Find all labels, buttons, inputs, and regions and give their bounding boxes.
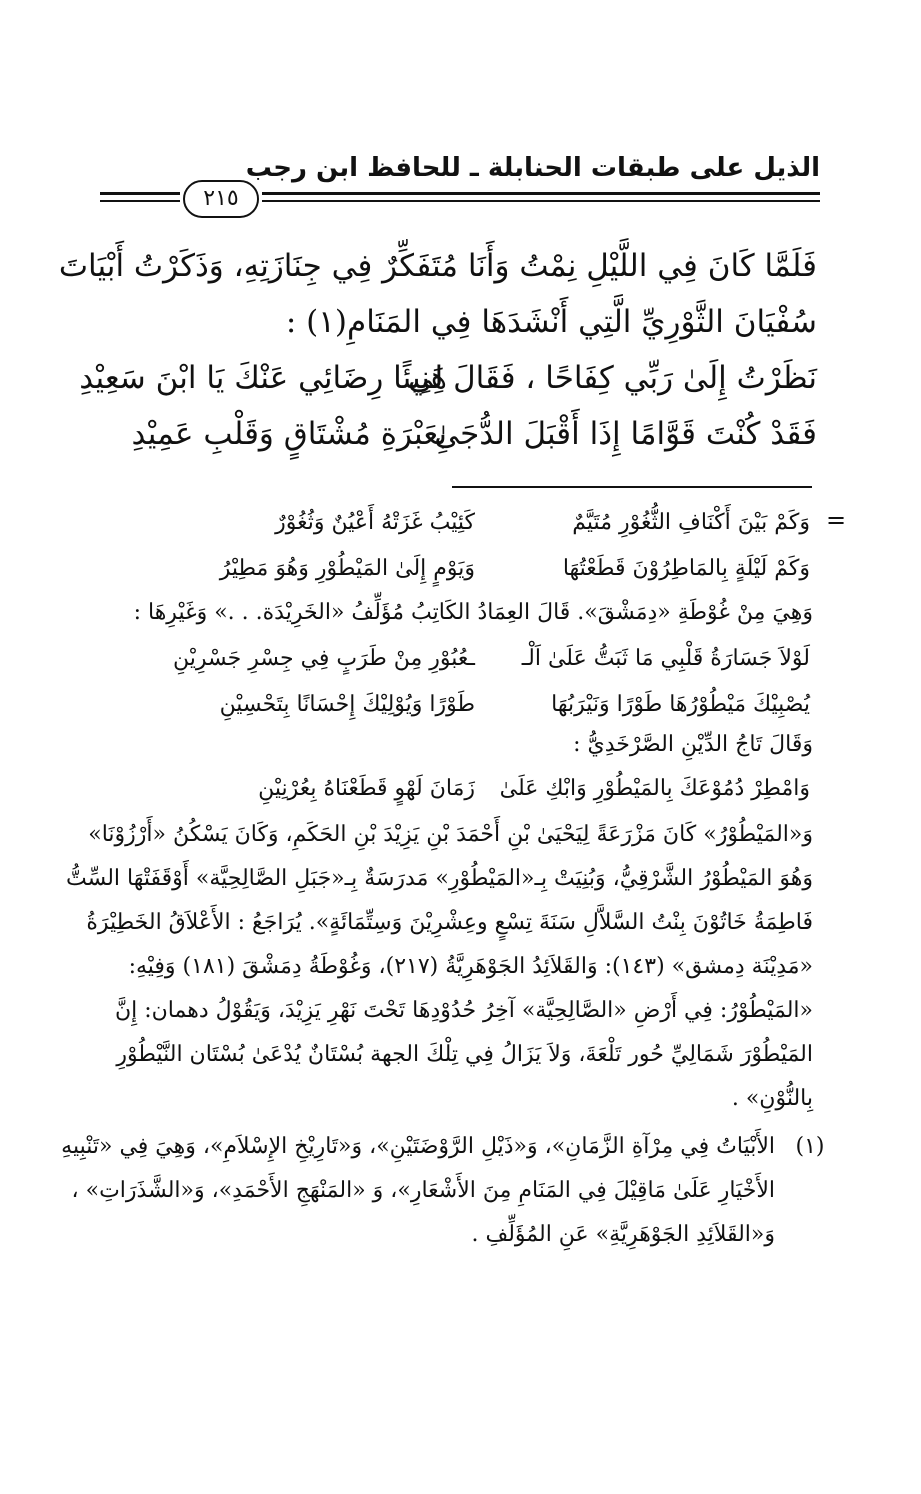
footnote-line: وَ«المَيْطُوْرُ» كَانَ مَزْرَعَةً لِيَحْيَىٰ بْنِ أَحْمَدَ بْنِ يَزِيْدَ بْنِ الحَكَمِ، وَكَانَ يَسْكُنُ «أَرْزُوْنَا» — [88, 822, 813, 847]
verse-second-hemistich: زَمَانَ لَهْوٍ قَطَعْنَاهُ بِعُرْنِيْنِ — [258, 776, 475, 801]
footnote-verse — [140, 546, 810, 592]
footnote-line: وَقَالَ تَاجُ الدِّيْنِ الصَّرْخَدِيُّ : — [573, 732, 813, 757]
header-rule-right-lower — [262, 200, 820, 202]
footnote-verse — [140, 766, 810, 812]
verse-first-hemistich: فَقَدْ كُنْتَ قَوَّامًا إِذَا أَقْبَلَ الدُّجَىٰ — [434, 416, 817, 452]
verse-first-hemistich: وَكَمْ لَيْلَةٍ بِالمَاطِرُوْنَ قَطَعْتُهَا — [562, 556, 810, 581]
page-number: ٢١٥ — [183, 180, 259, 218]
text-line: فَلَمَّا كَانَ فِي اللَّيْلِ نِمْتُ وَأَنَا مُتَفَكِّرٌ فِي جِنَازَتِهِ، وَذَكَرْتُ أَبْيَاتَ — [58, 248, 817, 284]
footnote-verse — [140, 500, 810, 546]
footnote-line: بِالنُّوْنِ» . — [731, 1086, 813, 1111]
verse-first-hemistich: يُصْبِيْكَ مَيْطُوْرُهَا طَوْرًا وَنَيْرَبُهَا — [551, 692, 810, 717]
footnote-line: فَاطِمَةُ خَاتُوْنَ بِنْتُ السَّلاَّلِ سَنَةَ تِسْعٍ وعِشْرِيْنَ وَسِتِّمَائَةٍ». يُرَاجَعُ : الأَعْلاَقُ الخَطِيْرَةُ — [86, 910, 813, 935]
verse-second-hemistich: كَئِيْبُ غَزَتْهُ أَعْيُنٌ وَثُغُوْرٌ — [275, 510, 475, 535]
verse-line — [95, 406, 817, 462]
footnote-line: «مَدِيْنَة دِمشق» (١٤٣): وَالقَلاَئِدُ الجَوْهَرِيَّةُ (٢١٧)، وَغُوْطَةُ دِمَشْقَ (١٨١) وَفِيْهِ: — [128, 954, 813, 979]
verse-second-hemistich: طَوْرًا وَيُوْلِيْكَ إِحْسَانًا بِتَحْسِيْنِ — [219, 692, 475, 717]
running-title: الذيل على طبقات الحنابلة ـ للحافظ ابن رجب — [245, 153, 820, 183]
verse-second-hemistich: ـعُبُوْرِ مِنْ طَرَبٍ فِي جِسْرِ جَسْرِيْنِ — [173, 646, 475, 671]
header-rule-left — [100, 192, 180, 195]
footnote-line: وَ«القَلاَئِدِ الجَوْهَرِيَّةِ» عَنِ المُؤَلِّفِ . — [471, 1222, 775, 1247]
text-line: سُفْيَانَ الثَّوْرِيِّ الَّتِي أَنْشَدَهَا فِي المَنَامِ(١) : — [285, 304, 817, 340]
footnote-continuation-mark: = — [826, 506, 847, 534]
header-rule-right — [262, 192, 820, 195]
verse-first-hemistich: لَوْلاَ جَسَارَةُ قَلْبِي مَا ثَبَتُّ عَلَىٰ اَلْـ — [521, 646, 810, 671]
footnote-line: المَيْطُوْرَ شَمَالِيِّ حُور تَلْعَةَ، وَلاَ يَزَالُ فِي تِلْكَ الجهة بُسْتَانٌ يُدْعَىٰ بُسْتَان النَّيْطُوْرِ — [116, 1042, 813, 1067]
verse-line — [79, 350, 817, 406]
footnote-line: الأَخْيَارِ عَلَىٰ مَاقِيْلَ فِي المَنَامِ مِنَ الأَشْعَارِ»، وَ «المَنْهَجِ الأَحْمَدِ»، وَ«الشَّذَرَاتِ» ، — [71, 1178, 775, 1203]
footnote-line: الأَبْيَاتُ فِي مِرْآةِ الزَّمَانِ»، وَ«ذَيْلِ الرَّوْضَتَيْنِ»، وَ«تَارِيْخِ الإِسْلاَمِ»، وَهِيَ فِي «تَنْبِيهِ — [61, 1134, 775, 1159]
main-text — [58, 238, 817, 350]
footnote-line: «المَيْطُوْرُ: فِي أَرْضِ «الصَّالِحِيَّة» آخِرُ حُدُوْدِهَا تَحْتَ نَهْرِ يَزِيْدَ، وَيَقُوْلُ دهمان: إِنَّ — [114, 998, 813, 1023]
verse-first-hemistich: وَكَمْ بَيْنَ أَكْنَافِ الثُّغُوْرِ مُتَيَّمٌ — [572, 510, 810, 535]
footnote-line: وَهُوَ المَيْطُوْرُ الشَّرْقِيُّ، وَبُنِيَتْ بِـ«المَيْطُوْرِ» مَدرَسَةٌ بِـ«جَبَلِ الصَّالِحِيَّة» أَوْقَفَتْهَا السِّتُّ — [65, 866, 813, 891]
footnote-verse — [140, 636, 810, 682]
verse-second-hemistich: وَيَوْمٍ إِلَىٰ المَيْطُوْرِ وَهُوَ مَطِيْرُ — [219, 556, 475, 581]
footnote-separator — [452, 486, 812, 488]
footnote-number: (١) — [795, 1134, 825, 1159]
verse-second-hemistich: هَنِيئًا رِضَائِي عَنْكَ يَا ابْنَ سَعِيْدِ — [79, 360, 447, 396]
header-rule-left-lower — [100, 200, 180, 202]
verse-first-hemistich: نَظَرْتُ إِلَىٰ رَبِّي كِفَاحًا ، فَقَالَ لِي — [407, 360, 817, 396]
footnote-line: وَهِيَ مِنْ غُوْطَةِ «دِمَشْقَ». قَالَ العِمَادُ الكَاتِبُ مُؤَلِّفُ «الخَرِيْدَة. . .» وَغَيْرِهَا : — [133, 600, 813, 625]
verse-second-hemistich: بِعَبْرَةِ مُشْتَاقٍ وَقَلْبِ عَمِيْدِ — [131, 416, 447, 452]
verse-first-hemistich: وَامْطِرْ دُمُوْعَكَ بِالمَيْطُوْرِ وَابْكِ عَلَىٰ — [499, 776, 810, 801]
